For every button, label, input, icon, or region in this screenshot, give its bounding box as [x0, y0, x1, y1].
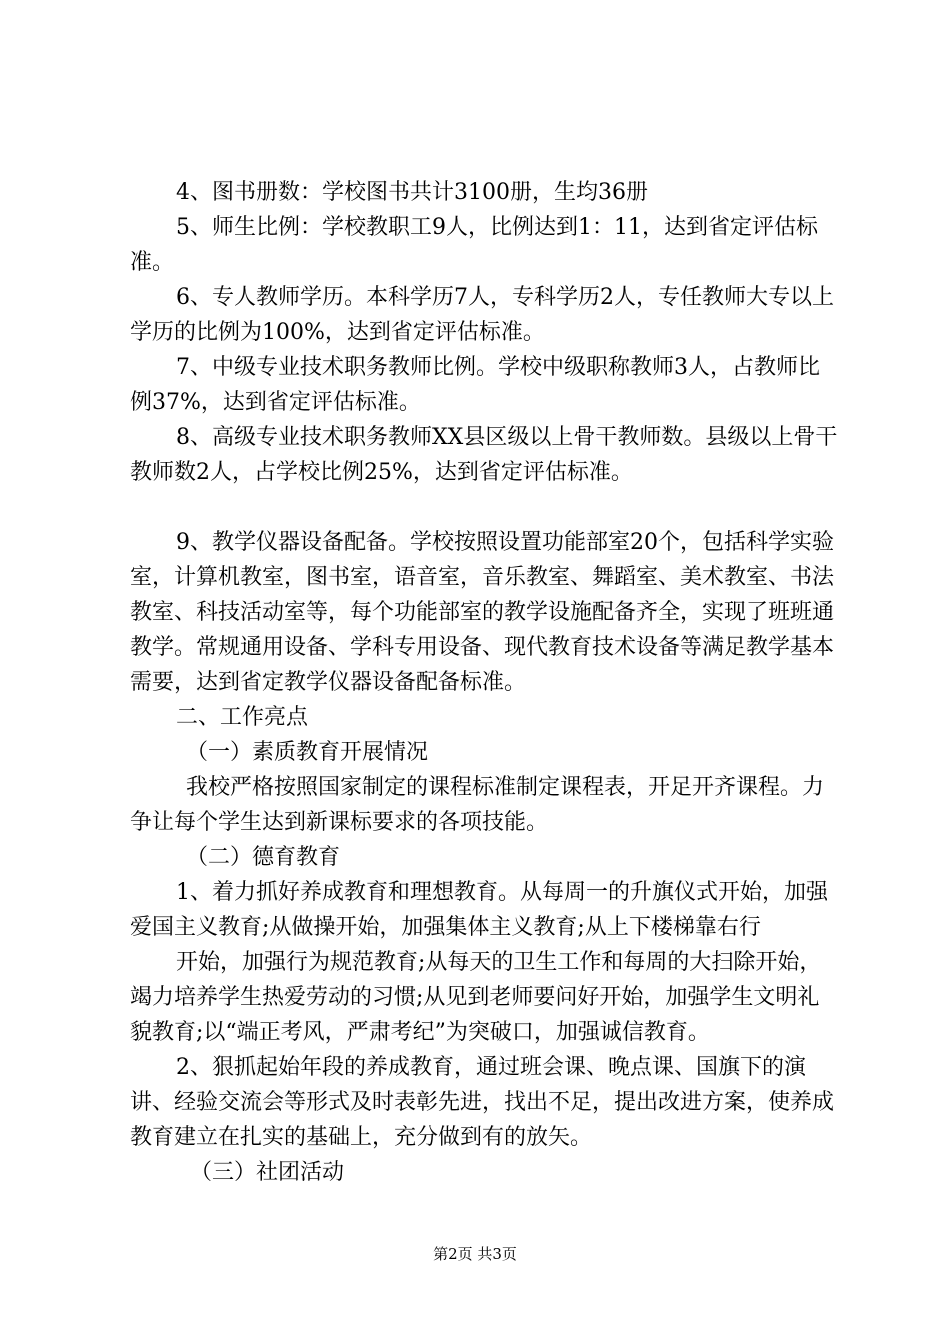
- paragraph-teacher-student-ratio: 5、师生比例：学校教职工9人，比例达到1：11，达到省定评估标准。: [130, 215, 818, 275]
- paragraph-habit-education: 1、着力抓好养成教育和理想教育。从每周一的升旗仪式开始，加强爱国主义教育;从做操开始，加强集体主义教育;从上下楼梯靠右行: [130, 880, 828, 940]
- page-number-footer: 第2页 共3页: [433, 1245, 517, 1263]
- paragraph-teaching-equipment: 9、教学仪器设备配备。学校按照设置功能部室20个，包括科学实验室，计算机教室，图书室，语音室，音乐教室、舞蹈室、美术教室、书法教室、科技活动室等，每个功能部室的教学设施配备齐全，实现了班班通教学。常规通用设备、学科专用设备、现代教育技术设备等满足教学基本需要，达到省定教学仪器设备配备标准。: [130, 530, 835, 695]
- paragraph-teacher-education: 6、专人教师学历。本科学历7人，专科学历2人，专任教师大专以上学历的比例为100%，达到省定评估标准。: [130, 285, 834, 345]
- subheading-quality-education: （一）素质教育开展情况: [186, 740, 429, 765]
- section-heading-highlights: 二、工作亮点: [176, 705, 309, 730]
- paragraph-library-books: 4、图书册数：学校图书共计3100册，生均36册: [176, 180, 648, 205]
- paragraph-senior-title-teachers: 8、高级专业技术职务教师XX县区级以上骨干教师数。县级以上骨干教师数2人，占学校比例25%，达到省定评估标准。: [130, 425, 838, 485]
- subheading-club-activities: （三）社团活动: [190, 1160, 345, 1185]
- paragraph-intermediate-title-ratio: 7、中级专业技术职务教师比例。学校中级职称教师3人，占教师比例37%，达到省定评估标准。: [130, 355, 820, 415]
- document-body: [130, 175, 840, 1190]
- paragraph-first-year-habits: 2、狠抓起始年段的养成教育，通过班会课、晚点课、国旗下的演讲、经验交流会等形式及时表彰先进，找出不足，提出改进方案，使养成教育建立在扎实的基础上，充分做到有的放矢。: [130, 1055, 835, 1150]
- paragraph-behavior-education: 开始，加强行为规范教育;从每天的卫生工作和每周的大扫除开始，竭力培养学生热爱劳动的习惯;从见到老师要问好开始，加强学生文明礼貌教育;以“端正考风，严肃考纪”为突破口，加强诚信教育。: [130, 950, 822, 1045]
- subheading-moral-education: （二）德育教育: [186, 845, 341, 870]
- paragraph-curriculum: 我校严格按照国家制定的课程标准制定课程表，开足开齐课程。力争让每个学生达到新课标要求的各项技能。: [130, 775, 825, 835]
